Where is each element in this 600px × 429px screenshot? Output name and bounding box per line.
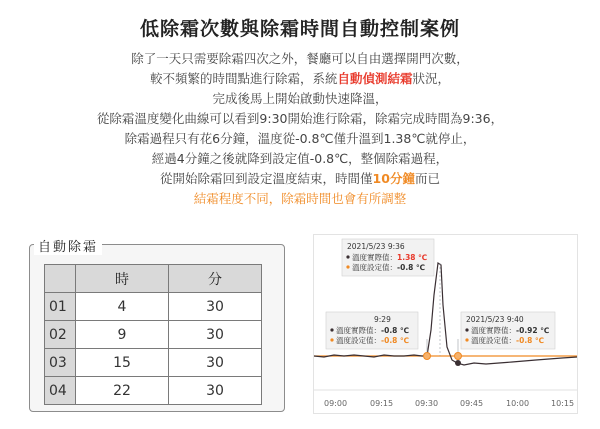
setpoint-marker[interactable] bbox=[424, 353, 431, 360]
tooltip-time: 2021/5/23 9:40 bbox=[466, 315, 524, 324]
defrost-schedule-table bbox=[44, 264, 262, 405]
row-index: 01 bbox=[45, 293, 76, 321]
temperature-chart-svg bbox=[314, 235, 577, 413]
tooltip-actual-label: 溫度實際值： bbox=[471, 326, 516, 335]
description-line-3: 完成後馬上開始啟動快速降溫， bbox=[212, 91, 388, 106]
table-row bbox=[45, 377, 262, 405]
description-text: 而已 bbox=[414, 171, 440, 186]
actual-marker[interactable] bbox=[455, 360, 461, 366]
description-line-5: 除霜過程只有花6分鐘，溫度從-0.8℃僅升溫到1.38℃就停止， bbox=[124, 131, 476, 146]
minute-cell[interactable]: 30 bbox=[169, 349, 262, 377]
setpoint-legend-dot bbox=[330, 338, 333, 341]
description-line-8: 結霜程度不同，除霜時間也會有所調整 bbox=[193, 191, 407, 206]
tooltip-setpoint-value: -0.8 ℃ bbox=[381, 336, 410, 345]
tooltip-peak bbox=[342, 239, 434, 276]
hour-cell[interactable]: 22 bbox=[76, 377, 169, 405]
setpoint-legend-dot bbox=[346, 265, 349, 268]
x-tick-label: 09:00 bbox=[324, 399, 348, 408]
tooltip-setpoint-value: -0.8 ℃ bbox=[516, 336, 545, 345]
tooltip-actual-row bbox=[336, 325, 409, 335]
description-line-4: 從除霜溫度變化曲線可以看到9:30開始進行除霜，除霜完成時間為9:36， bbox=[96, 111, 504, 126]
x-tick-label: 09:30 bbox=[415, 399, 439, 408]
table-row bbox=[45, 293, 262, 321]
x-tick-label: 09:15 bbox=[370, 399, 394, 408]
description bbox=[0, 49, 600, 209]
column-header-minute: 分 bbox=[169, 265, 262, 293]
tooltip-time: 9:29 bbox=[374, 315, 391, 324]
minute-cell[interactable]: 30 bbox=[169, 293, 262, 321]
description-text: 狀況， bbox=[412, 71, 451, 86]
x-tick-label: 10:00 bbox=[506, 399, 530, 408]
tooltip-setpoint-label: 溫度設定值： bbox=[471, 336, 516, 345]
x-tick-label: 09:45 bbox=[460, 399, 484, 408]
tooltip-actual-label: 溫度實際值： bbox=[352, 253, 397, 262]
setpoint-marker[interactable] bbox=[455, 353, 462, 360]
minute-cell[interactable]: 30 bbox=[169, 321, 262, 349]
description-line-1: 除了一天只需要除霜四次之外，餐廳可以自由選擇開門次數， bbox=[131, 51, 469, 66]
tooltip-actual-label: 溫度實際值： bbox=[336, 326, 381, 335]
actual-legend-dot bbox=[346, 255, 349, 258]
row-index: 04 bbox=[45, 377, 76, 405]
description-text: 從開始除霜回到設定溫度結束，時間僅 bbox=[160, 171, 373, 186]
hour-cell[interactable]: 4 bbox=[76, 293, 169, 321]
tooltip-setpoint-value: -0.8 ℃ bbox=[397, 263, 426, 272]
tooltip-actual-value: -0.8 ℃ bbox=[381, 326, 410, 335]
tooltip-time: 2021/5/23 9:36 bbox=[347, 242, 405, 251]
tooltip-actual-row bbox=[471, 325, 549, 335]
tooltip-actual-value: -0.92 ℃ bbox=[516, 326, 550, 335]
tooltip-setpoint-label: 溫度設定值： bbox=[352, 263, 397, 272]
hour-cell[interactable]: 15 bbox=[76, 349, 169, 377]
hour-cell[interactable]: 9 bbox=[76, 321, 169, 349]
table-row bbox=[45, 321, 262, 349]
page-title: 低除霜次數與除霜時間自動控制案例 bbox=[139, 18, 460, 40]
temperature-chart bbox=[313, 234, 578, 414]
tooltip-end bbox=[461, 312, 555, 349]
tooltip-setpoint-row bbox=[471, 335, 544, 345]
tooltip-actual-value: 1.38 ℃ bbox=[397, 253, 428, 262]
tooltip-start bbox=[326, 312, 418, 349]
highlight-duration: 10分鐘 bbox=[372, 171, 415, 186]
table-corner-cell bbox=[45, 265, 76, 293]
description-text: 較不頻繁的時間點進行除霜，系統 bbox=[149, 71, 338, 86]
table-row bbox=[45, 349, 262, 377]
highlight-auto-detect: 自動偵測結霜 bbox=[337, 71, 413, 86]
description-line-7 bbox=[0, 169, 600, 189]
minute-cell[interactable]: 30 bbox=[169, 377, 262, 405]
actual-legend-dot bbox=[330, 328, 333, 331]
column-header-hour: 時 bbox=[76, 265, 169, 293]
setpoint-legend-dot bbox=[465, 338, 468, 341]
auto-defrost-label: 自動除霜 bbox=[34, 236, 102, 255]
description-line-6: 經過4分鐘之後就降到設定值-0.8℃，整個除霜過程， bbox=[151, 151, 449, 166]
x-tick-label: 10:15 bbox=[551, 399, 575, 408]
tooltip-actual-row bbox=[352, 252, 427, 262]
row-index: 02 bbox=[45, 321, 76, 349]
tooltip-setpoint-row bbox=[336, 335, 409, 345]
table-header-row bbox=[45, 265, 262, 293]
tooltip-setpoint-label: 溫度設定值： bbox=[336, 336, 381, 345]
actual-legend-dot bbox=[465, 328, 468, 331]
row-index: 03 bbox=[45, 349, 76, 377]
tooltip-setpoint-row bbox=[352, 262, 425, 272]
description-line-2 bbox=[0, 69, 600, 89]
